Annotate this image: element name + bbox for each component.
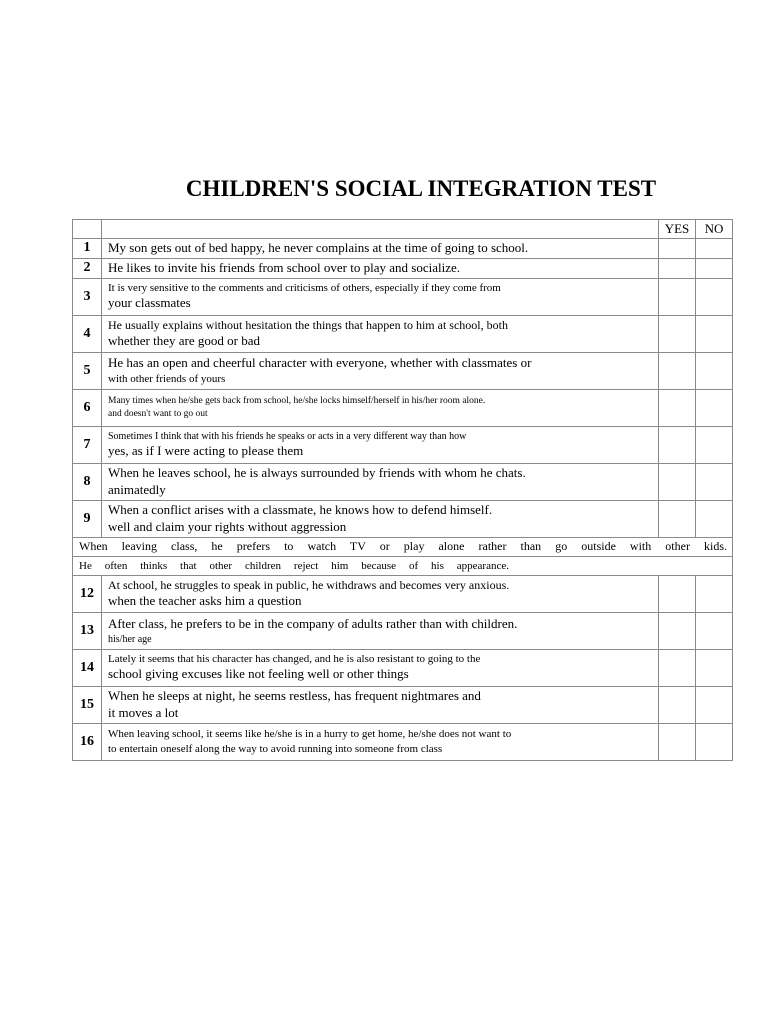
question-line: Many times when he/she gets back from school, he/she locks himself/herself in his/her room alone. [108,396,486,407]
question-text [102,575,659,612]
yes-answer-cell[interactable] [659,239,696,259]
question-line: whether they are good or bad [108,333,260,349]
question-line: At school, he struggles to speak in public, he withdraws and becomes very anxious. [108,577,510,592]
yes-answer-cell[interactable] [659,649,696,686]
question-row-9 [73,500,733,537]
question-line: He often thinks that other children reject him because of his appearance. [79,559,509,572]
question-line: when the teacher asks him a question [108,593,302,609]
no-answer-cell[interactable] [696,426,733,463]
question-text [102,723,659,760]
question-line: his/her age [108,633,152,645]
yes-answer-cell[interactable] [659,315,696,352]
question-line: to entertain oneself along the way to avoid running into someone from class [108,742,443,755]
question-number: 6 [73,389,102,426]
no-answer-cell[interactable] [696,575,733,612]
yes-answer-cell[interactable] [659,463,696,500]
question-line: it moves a lot [108,704,179,720]
question-text [102,649,659,686]
question-text [102,500,659,537]
no-answer-cell[interactable] [696,239,733,259]
question-row-12 [73,575,733,612]
question-line: school giving excuses like not feeling well or other things [108,666,409,682]
no-answer-cell[interactable] [696,315,733,352]
question-text [102,258,659,278]
questionnaire-table [72,219,733,761]
question-row-5 [73,352,733,389]
no-answer-cell[interactable] [696,389,733,426]
question-number: 5 [73,352,102,389]
no-answer-cell[interactable] [696,352,733,389]
no-answer-cell[interactable] [696,500,733,537]
question-text [102,389,659,426]
question-number: 14 [73,649,102,686]
question-line: Sometimes I think that with his friends he speaks or acts in a very different way than how [108,430,467,442]
question-number: 9 [73,500,102,537]
yes-answer-cell[interactable] [659,500,696,537]
no-answer-cell[interactable] [696,723,733,760]
yes-answer-cell[interactable] [659,575,696,612]
yes-answer-cell[interactable] [659,278,696,315]
question-text [102,426,659,463]
page-title: CHILDREN'S SOCIAL INTEGRATION TEST [185,176,657,201]
question-line: and doesn't want to go out [108,408,208,419]
question-line: He likes to invite his friends from school over to play and socialize. [108,259,460,275]
question-number: 12 [73,575,102,612]
question-row-8 [73,463,733,500]
question-line: with other friends of yours [108,373,226,386]
question-text [102,315,659,352]
no-column-header: NO [696,220,733,239]
yes-answer-cell[interactable] [659,686,696,723]
question-row-10 [73,537,733,556]
question-line: well and claim your rights without aggression [108,518,347,534]
question-row-1 [73,239,733,259]
question-row-11 [73,556,733,575]
question-row-2 [73,258,733,278]
question-text [102,239,659,259]
question-line: After class, he prefers to be in the company of adults rather than with children. [108,615,518,631]
question-text-full-width [73,556,733,575]
question-number: 15 [73,686,102,723]
yes-answer-cell[interactable] [659,723,696,760]
yes-column-header: YES [659,220,696,239]
yes-answer-cell[interactable] [659,612,696,649]
header-num-cell [73,220,102,239]
question-text [102,612,659,649]
question-line: He has an open and cheerful character with everyone, whether with classmates or [108,355,532,371]
question-row-6 [73,389,733,426]
question-line: When leaving class, he prefers to watch TV or play alone rather than go outside with other kids. [79,539,727,554]
question-number: 13 [73,612,102,649]
question-line: When a conflict arises with a classmate, he knows how to defend himself. [108,501,493,517]
question-row-15 [73,686,733,723]
question-number: 4 [73,315,102,352]
no-answer-cell[interactable] [696,258,733,278]
question-text [102,352,659,389]
question-row-7 [73,426,733,463]
no-answer-cell[interactable] [696,278,733,315]
question-line: My son gets out of bed happy, he never complains at the time of going to school. [108,240,529,255]
no-answer-cell[interactable] [696,463,733,500]
question-number: 7 [73,426,102,463]
question-text-full-width [73,537,733,556]
question-line: When leaving school, it seems like he/she is in a hurry to get home, he/she does not want to [108,728,512,741]
yes-answer-cell[interactable] [659,426,696,463]
question-row-3 [73,278,733,315]
question-number: 8 [73,463,102,500]
header-question-cell [102,220,659,239]
question-line: yes, as if I were acting to please them [108,442,304,458]
question-row-16 [73,723,733,760]
question-row-14 [73,649,733,686]
no-answer-cell[interactable] [696,686,733,723]
question-row-4 [73,315,733,352]
yes-answer-cell[interactable] [659,352,696,389]
no-answer-cell[interactable] [696,649,733,686]
question-text [102,463,659,500]
question-number: 2 [73,258,102,278]
question-text [102,686,659,723]
question-line: When he sleeps at night, he seems restless, has frequent nightmares and [108,687,481,703]
question-line: animatedly [108,481,166,497]
question-text [102,278,659,315]
question-line: When he leaves school, he is always surrounded by friends with whom he chats. [108,464,526,480]
question-line: Lately it seems that his character has changed, and he is also resistant to going to the [108,653,481,666]
question-number: 1 [73,239,102,259]
yes-answer-cell[interactable] [659,258,696,278]
question-number: 3 [73,278,102,315]
header-row [73,220,733,239]
question-row-13 [73,612,733,649]
question-line: He usually explains without hesitation the things that happen to him at school, both [108,317,508,332]
question-number: 16 [73,723,102,760]
question-line: It is very sensitive to the comments and criticisms of others, especially if they come from [108,282,501,295]
question-line: your classmates [108,295,191,311]
no-answer-cell[interactable] [696,612,733,649]
yes-answer-cell[interactable] [659,389,696,426]
